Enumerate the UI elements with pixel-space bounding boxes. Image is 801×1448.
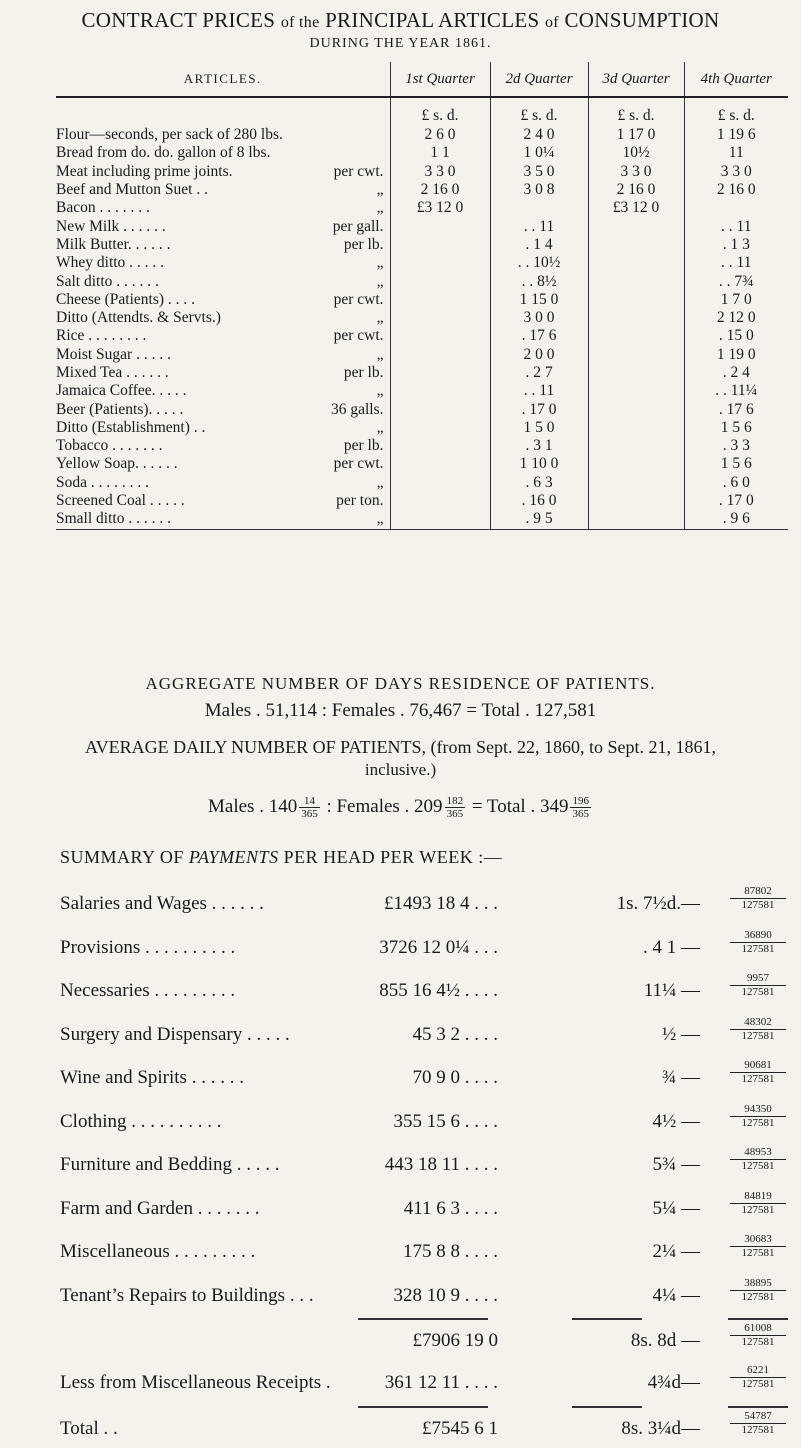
- table-row: [56, 144, 788, 162]
- price-q2: . 1 4: [490, 236, 588, 254]
- price-q1: [390, 272, 490, 290]
- summary-per-head: 5¾ —: [652, 1154, 700, 1175]
- price-q1: [390, 217, 490, 235]
- summary-per-head: 5¼ —: [652, 1197, 700, 1219]
- article-cell: [56, 309, 390, 327]
- summary-label: Farm and Garden . . . . . . .: [60, 1197, 260, 1219]
- sum-rule: [572, 1406, 642, 1408]
- article-name: Ditto (Attendts. & Servts.): [56, 309, 221, 327]
- price-q1: [390, 236, 490, 254]
- article-cell: [56, 474, 390, 492]
- price-q4: 2 16 0: [684, 181, 788, 199]
- price-q4: 11: [684, 144, 788, 162]
- article-unit: „: [376, 510, 384, 528]
- price-q2: . . 11: [490, 382, 588, 400]
- header-articles: ARTICLES.: [56, 62, 390, 97]
- price-q4: 1 5 6: [684, 455, 788, 473]
- table-row: [56, 455, 788, 473]
- average-values: Males . 140 $\frac{14}{365}$ : Females . 209 $\frac{182}{365}$ = Total . 349 $\frac{196}{365}$: [208, 795, 589, 820]
- price-q3: 1 17 0: [588, 126, 684, 144]
- table-row: [56, 181, 788, 199]
- price-q1: [390, 419, 490, 437]
- summary-row: [60, 1102, 788, 1141]
- average-inclusive: inclusive.): [364, 760, 437, 779]
- header-q2: 2d Quarter: [490, 62, 588, 97]
- summary-label: Salaries and Wages . . . . . .: [60, 893, 264, 914]
- summary-amount: 361 12 11 . . . .: [384, 1372, 498, 1393]
- summary-amount: 411 6 3 . . . .: [403, 1197, 498, 1219]
- price-q4: 1 19 6: [684, 126, 788, 144]
- table-row: [56, 437, 788, 455]
- article-unit: per cwt.: [333, 327, 384, 345]
- article-name: New Milk . . . . . .: [56, 217, 166, 235]
- header-q1: 1st Quarter: [390, 62, 490, 97]
- price-q2: . 6 3: [490, 474, 588, 492]
- price-q4: 3 3 0: [684, 163, 788, 181]
- article-unit: per lb.: [343, 364, 384, 381]
- table-row: [56, 309, 788, 327]
- article-name: Jamaica Coffee. . . . .: [56, 382, 187, 400]
- summary-label: Wine and Spirits . . . . . .: [60, 1067, 244, 1088]
- price-q4: 2 12 0: [684, 309, 788, 327]
- summary-amount: 355 15 6 . . . .: [393, 1110, 498, 1132]
- summary-label: Miscellaneous . . . . . . . . .: [60, 1241, 256, 1262]
- summary-amount: £1493 18 4 . . .: [384, 893, 498, 914]
- unit-label: £ s. d.: [684, 97, 788, 126]
- article-unit: „: [376, 418, 384, 436]
- article-unit: „: [376, 181, 384, 199]
- price-q3: [588, 327, 684, 345]
- price-q2: 3 0 0: [490, 309, 588, 327]
- price-q3: [588, 291, 684, 309]
- summary-row: [60, 885, 788, 923]
- price-q4: 1 19 0: [684, 346, 788, 364]
- price-q1: [390, 455, 490, 473]
- summary-fraction: 6221 127581: [730, 1364, 786, 1391]
- summary-amount: 328 10 9 . . . .: [393, 1284, 498, 1306]
- price-q2: 1 10 0: [490, 455, 588, 473]
- summary-fraction: 36890 127581: [730, 929, 786, 956]
- females-fraction: $\frac{182}{365}$: [446, 795, 464, 820]
- price-q4: . . 11: [684, 217, 788, 235]
- article-cell: [56, 236, 390, 254]
- price-q4: . 2 4: [684, 364, 788, 382]
- article-name: Cheese (Patients) . . . .: [56, 290, 196, 308]
- price-q1: 2 6 0: [390, 126, 490, 144]
- unit-label: £ s. d.: [588, 97, 684, 126]
- page-subtitle: DURING THE YEAR 1861.: [309, 36, 492, 51]
- summary-row: [60, 928, 788, 967]
- article-unit: per cwt.: [333, 455, 384, 473]
- summary-per-head: 8s. 3¼d—: [621, 1418, 700, 1439]
- table-row: [56, 126, 788, 144]
- table-header-row: [56, 62, 788, 97]
- article-name: Whey ditto . . . . .: [56, 254, 165, 272]
- table-row: [56, 419, 788, 437]
- price-q3: [588, 254, 684, 272]
- summary-label: Less from Miscellaneous Receipts .: [60, 1372, 331, 1393]
- price-q1: [390, 400, 490, 418]
- contract-prices-table: [56, 62, 788, 530]
- article-name: Ditto (Establishment) . .: [56, 418, 206, 436]
- summary-amount: £7545 6 1: [422, 1418, 498, 1439]
- unit-row: [56, 97, 788, 126]
- summary-fraction: 30683 127581: [730, 1233, 786, 1260]
- summary-less-row: [60, 1364, 788, 1402]
- sum-rule: [728, 1318, 788, 1320]
- price-q4: . 6 0: [684, 474, 788, 492]
- price-q1: 1 1: [390, 144, 490, 162]
- summary-per-head: ¾ —: [662, 1067, 700, 1088]
- price-q3: [588, 346, 684, 364]
- article-cell: [56, 327, 390, 345]
- table-row: [56, 217, 788, 235]
- aggregate-heading: AGGREGATE NUMBER OF DAYS RESIDENCE OF PATIENTS.: [145, 674, 656, 693]
- header-q4: 4th Quarter: [684, 62, 788, 97]
- price-q2: 2 4 0: [490, 126, 588, 144]
- price-q1: [390, 382, 490, 400]
- article-unit: „: [376, 199, 384, 217]
- price-q4: 1 5 6: [684, 419, 788, 437]
- price-q4: . 1 3: [684, 236, 788, 254]
- price-q3: [588, 455, 684, 473]
- article-name: Tobacco . . . . . . .: [56, 437, 163, 455]
- table-row: [56, 236, 788, 254]
- article-name: Rice . . . . . . . .: [56, 327, 147, 345]
- price-q4: . . 11¼: [684, 382, 788, 400]
- article-name: Soda . . . . . . . .: [56, 473, 149, 491]
- article-name: Moist Sugar . . . . .: [56, 345, 171, 363]
- price-q3: [588, 437, 684, 455]
- summary-fraction: 54787 127581: [730, 1410, 786, 1437]
- price-q3: [588, 382, 684, 400]
- table-row: [56, 400, 788, 418]
- summary-total-row: [60, 1410, 788, 1448]
- price-q3: [588, 217, 684, 235]
- price-q3: [588, 474, 684, 492]
- table-row: [56, 346, 788, 364]
- article-name: Meat including prime joints.: [56, 162, 233, 180]
- table-row: [56, 327, 788, 345]
- article-cell: [56, 126, 390, 144]
- total-fraction: $\frac{196}{365}$: [572, 795, 589, 820]
- summary-per-head: . 4 1 —: [643, 936, 700, 958]
- page-title: CONTRACT PRICES of the PRINCIPAL ARTICLES of CONSUMPTION: [81, 8, 720, 32]
- price-q2: . 17 6: [490, 327, 588, 345]
- article-cell: [56, 455, 390, 473]
- price-q1: [390, 492, 490, 510]
- summary-amount: 175 8 8 . . . .: [403, 1241, 498, 1262]
- summary-fraction: 90681 127581: [730, 1059, 786, 1086]
- article-name: Yellow Soap. . . . . .: [56, 455, 178, 473]
- price-q3: 3 3 0: [588, 163, 684, 181]
- article-cell: [56, 163, 390, 181]
- table-row: [56, 382, 788, 400]
- article-unit: „: [376, 309, 384, 327]
- table-row: [56, 163, 788, 181]
- header-q3: 3d Quarter: [588, 62, 684, 97]
- table-row: [56, 492, 788, 510]
- article-cell: [56, 364, 390, 382]
- article-cell: [56, 199, 390, 217]
- article-unit: per gall.: [332, 217, 384, 235]
- summary-label: Tenant’s Repairs to Buildings . . .: [60, 1284, 314, 1306]
- price-q3: [588, 236, 684, 254]
- summary-label: Necessaries . . . . . . . . .: [60, 980, 236, 1001]
- price-q4: . 9 6: [684, 510, 788, 529]
- summary-amount: 855 16 4½ . . . .: [379, 980, 498, 1001]
- summary-fraction: 94350 127581: [730, 1103, 786, 1130]
- summary-label: Clothing . . . . . . . . . .: [60, 1110, 222, 1132]
- price-q3: [588, 272, 684, 290]
- table-row: [56, 510, 788, 529]
- article-cell: [56, 181, 390, 199]
- article-name: Milk Butter. . . . . .: [56, 235, 171, 253]
- price-q3: [588, 492, 684, 510]
- price-q1: £3 12 0: [390, 199, 490, 217]
- article-name: Small ditto . . . . . .: [56, 510, 171, 528]
- summary-amount: 70 9 0 . . . .: [412, 1067, 498, 1088]
- price-q2: 1 15 0: [490, 291, 588, 309]
- price-q2: . 9 5: [490, 510, 588, 529]
- summary-per-head: 4½ —: [652, 1110, 700, 1132]
- unit-label: £ s. d.: [390, 97, 490, 126]
- summary-label: Furniture and Bedding . . . . .: [60, 1154, 280, 1175]
- price-q1: [390, 254, 490, 272]
- summary-amount: 443 18 11 . . . .: [384, 1154, 498, 1175]
- price-q1: [390, 474, 490, 492]
- price-q2: . 16 0: [490, 492, 588, 510]
- price-q1: 2 16 0: [390, 181, 490, 199]
- article-cell: [56, 144, 390, 162]
- summary-subtotal-row: [60, 1322, 788, 1360]
- price-q3: [588, 419, 684, 437]
- price-q2: . 3 1: [490, 437, 588, 455]
- article-name: Salt ditto . . . . . .: [56, 272, 159, 290]
- price-q3: 10½: [588, 144, 684, 162]
- price-q2: . . 11: [490, 217, 588, 235]
- aggregate-line: Males . 51,114 : Females . 76,467 = Total . 127,581: [204, 700, 597, 721]
- summary-fraction: 9957 127581: [730, 972, 786, 999]
- summary-row: [60, 1059, 788, 1097]
- summary-fraction: 48302 127581: [730, 1016, 786, 1043]
- summary-per-head: 11¼ —: [643, 980, 700, 1001]
- summary-per-head: 4¾d—: [647, 1372, 700, 1393]
- price-q4: . 17 6: [684, 400, 788, 418]
- table-row: [56, 272, 788, 290]
- summary-row: [60, 1233, 788, 1271]
- price-q4: . . 7¾: [684, 272, 788, 290]
- price-q1: [390, 364, 490, 382]
- article-cell: [56, 400, 390, 418]
- article-name: Bread from do. do. gallon of 8 lbs.: [56, 144, 271, 162]
- article-name: Screened Coal . . . . .: [56, 492, 185, 510]
- article-unit: per ton.: [336, 492, 384, 510]
- summary-row: [60, 1146, 788, 1184]
- price-q2: 3 0 8: [490, 181, 588, 199]
- article-unit: „: [376, 345, 384, 363]
- table-row: [56, 364, 788, 382]
- summary-amount: 3726 12 0¼ . . .: [379, 936, 498, 958]
- summary-row: [60, 972, 788, 1010]
- article-cell: [56, 272, 390, 290]
- article-cell: [56, 291, 390, 309]
- article-cell: [56, 346, 390, 364]
- article-unit: „: [376, 473, 384, 491]
- sum-rule: [358, 1406, 488, 1408]
- sum-rule: [358, 1318, 488, 1320]
- price-q1: [390, 291, 490, 309]
- price-q3: [588, 364, 684, 382]
- price-q4: [684, 199, 788, 217]
- article-cell: [56, 217, 390, 235]
- price-q2: 2 0 0: [490, 346, 588, 364]
- summary-fraction: 61008 127581: [730, 1322, 786, 1349]
- price-q3: [588, 510, 684, 529]
- price-q4: . 17 0: [684, 492, 788, 510]
- article-cell: [56, 437, 390, 455]
- price-q1: [390, 327, 490, 345]
- sum-rule: [572, 1318, 642, 1320]
- price-q1: [390, 346, 490, 364]
- summary-fraction: 48953 127581: [730, 1146, 786, 1173]
- summary-row: [60, 1276, 788, 1315]
- summary-per-head: 1s. 7½d.—: [616, 893, 700, 914]
- summary-per-head: 4¼ —: [652, 1284, 700, 1306]
- sum-rule: [728, 1406, 788, 1408]
- table-row: [56, 254, 788, 272]
- article-cell: [56, 382, 390, 400]
- summary-label: Total . .: [60, 1418, 118, 1439]
- price-q2: 1 0¼: [490, 144, 588, 162]
- price-q1: [390, 437, 490, 455]
- price-q4: . 3 3: [684, 437, 788, 455]
- article-unit: „: [376, 272, 384, 290]
- males-fraction: $\frac{14}{365}$: [301, 795, 318, 820]
- table-row: [56, 291, 788, 309]
- article-unit: „: [376, 382, 384, 400]
- table-row: [56, 474, 788, 492]
- price-q4: . . 11: [684, 254, 788, 272]
- price-q3: [588, 400, 684, 418]
- summary-row: [60, 1015, 788, 1054]
- article-unit: 36 galls.: [330, 400, 384, 418]
- average-heading: AVERAGE DAILY NUMBER OF PATIENTS, (from Sept. 22, 1860, to Sept. 21, 1861,: [84, 737, 717, 757]
- price-q1: 3 3 0: [390, 163, 490, 181]
- price-q3: [588, 309, 684, 327]
- summary-fraction: 38895 127581: [730, 1277, 786, 1304]
- price-q2: 1 5 0: [490, 419, 588, 437]
- article-unit: per cwt.: [333, 162, 384, 180]
- article-name: Flour—seconds, per sack of 280 lbs.: [56, 126, 283, 144]
- article-unit: per lb.: [343, 235, 384, 253]
- summary-amount: £7906 19 0: [412, 1330, 498, 1351]
- article-unit: per cwt.: [333, 290, 384, 308]
- article-cell: [56, 492, 390, 510]
- price-q4: 1 7 0: [684, 291, 788, 309]
- price-q2: . 17 0: [490, 400, 588, 418]
- summary-label: Surgery and Dispensary . . . . .: [60, 1023, 290, 1045]
- summary-per-head: ½ —: [662, 1023, 700, 1045]
- price-q3: 2 16 0: [588, 181, 684, 199]
- article-name: Beer (Patients). . . . .: [56, 400, 184, 418]
- summary-per-head: 2¼ —: [652, 1241, 700, 1262]
- price-q1: [390, 510, 490, 529]
- article-name: Mixed Tea . . . . . .: [56, 364, 169, 381]
- price-q2: 3 5 0: [490, 163, 588, 181]
- price-q4: . 15 0: [684, 327, 788, 345]
- article-name: Bacon . . . . . . .: [56, 199, 150, 217]
- price-q2: [490, 199, 588, 217]
- table-row: [56, 199, 788, 217]
- article-cell: [56, 254, 390, 272]
- price-q2: . . 8½: [490, 272, 588, 290]
- unit-label: £ s. d.: [490, 97, 588, 126]
- article-name: Beef and Mutton Suet . .: [56, 181, 208, 199]
- summary-label: Provisions . . . . . . . . . .: [60, 936, 236, 958]
- summary-heading: SUMMARY OF PAYMENTS PER HEAD PER WEEK :—: [60, 847, 503, 867]
- price-q3: £3 12 0: [588, 199, 684, 217]
- article-unit: „: [376, 254, 384, 272]
- article-cell: [56, 510, 390, 529]
- article-unit: per lb.: [343, 437, 384, 455]
- article-cell: [56, 419, 390, 437]
- price-q2: . . 10½: [490, 254, 588, 272]
- summary-fraction: 84819 127581: [730, 1190, 786, 1217]
- summary-fraction: 87802 127581: [730, 885, 786, 912]
- price-q2: . 2 7: [490, 364, 588, 382]
- summary-row: [60, 1189, 788, 1228]
- summary-amount: 45 3 2 . . . .: [412, 1023, 498, 1045]
- price-q1: [390, 309, 490, 327]
- summary-per-head: 8s. 8d —: [630, 1330, 700, 1351]
